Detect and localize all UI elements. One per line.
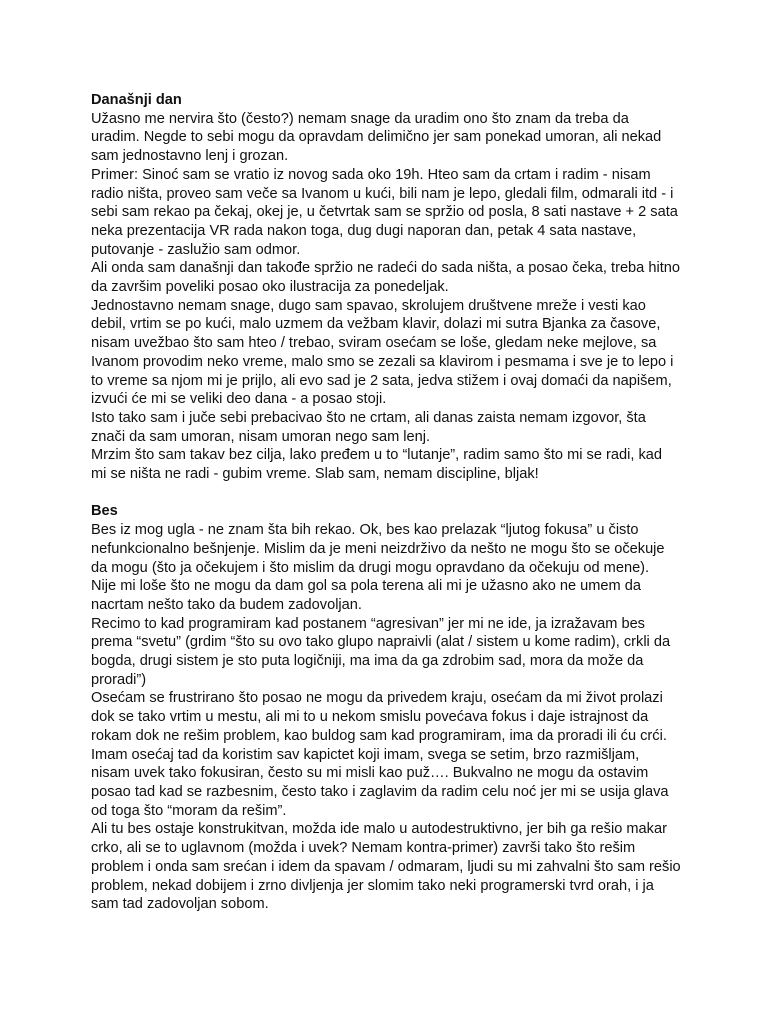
paragraph: Mrzim što sam takav bez cilja, lako pređem u to “lutanje”, radim samo što mi se radi, kad mi se ništa ne radi - gubim vreme. Slab sam, nemam discipline, bljak! (91, 447, 662, 483)
section-heading: Današnji dan (91, 92, 182, 108)
paragraph: Užasno me nervira što (često?) nemam snage da uradim ono što znam da treba da uradim. Negde to sebi mogu da opravdam delimično jer sam ponekad umoran, ali nekad sam jednostavno lenj i grozan. (91, 110, 662, 165)
paragraph: Recimo to kad programiram kad postanem “agresivan” jer mi ne ide, ja izražavam bes prema “svetu” (grdim “što su ovo tako glupo napraivli (alat / sistem u kome radim), crkli da bogda, drugi sistem je sto puta logičniji, ma ima da ga zdrobim sad, mora da može da proradi”) (91, 615, 671, 688)
paragraph: Ali tu bes ostaje konstrukitvan, možda ide malo u autodestruktivno, jer bih ga rešio makar crko, ali se to uglavnom (možda i uvek? Nemam kontra-primer) završi tako što rešim problem i onda sam srećan i idem da spavam / odmaram, ljudi su mi zahvalni što sam rešio problem, nekad dobijem i zrno divljenja jer slomim tako neki programerski tvrd orah, i ja sam tad zadovoljan sobom. (91, 821, 681, 913)
section-heading: Bes (91, 503, 118, 520)
document-body (91, 91, 681, 914)
section-bes (91, 502, 681, 913)
paragraph: Jednostavno nemam snage, dugo sam spavao, skrolujem društvene mreže i vesti kao debil, vrtim se po kući, malo uzmem da vežbam klavir, dolazi mi sutra Bjanka za časove, nisam uvežbao što sam hteo / trebao, sviram osećam se loše, gledam neke mejlove, sa Ivanom provodim neko vreme, malo smo se zezali sa klavirom i pesmama i sve je to lepo i to vreme sa njom mi je prijlo, ali evo sad je 2 sata, jedva stižem i ovaj domaći da napišem, izvući će mi se veliki deo dana - a posao stoji. (91, 297, 674, 408)
paragraph: Nije mi loše što ne mogu da dam gol sa pola terena ali mi je užasno ako ne umem da nacrtam nešto tako da budem zadovoljan. (91, 578, 641, 613)
paragraph: Osećam se frustrirano što posao ne mogu da privedem kraju, osećam da mi život prolazi dok se tako vrtim u mestu, ali mi to u nekom smislu povećava fokus i daje istrajnost da rokam dok ne rešim problem, kao buldog sam kad programiram, ima da proradi ili ću crći. Imam osećaj tad da koristim sav kapictet koji imam, svega se setim, brzo razmišljam, nisam uvek tako fokusiran, često su mi misli kao puž…. Bukvalno ne mogu da ostavim posao tad kad se razbesnim, često tako i zaglavim da radim celu noć jer mi se usija glava od toga što “moram da rešim”. (91, 690, 669, 819)
section-danasnji-dan (91, 91, 681, 484)
paragraph: Isto tako sam i juče sebi prebacivao što ne crtam, ali danas zaista nemam izgovor, šta znači da sam umoran, nisam umoran nego sam lenj. (91, 409, 646, 445)
paragraph: Primer: Sinoć sam se vratio iz novog sada oko 19h. Hteo sam da crtam i radim - nisam radio ništa, proveo sam veče sa Ivanom u kući, bili nam je lepo, gledali film, odmarali itd - i sebi sam rekao pa čekaj, okej je, u četvrtak sam se spržio od posla, 8 sati nastave + 2 sata neka prezentacija VR rada nakon toga, dug dugi naporan dan, petak 4 sata nastave, putovanje - zaslužio sam odmor. (91, 166, 678, 258)
paragraph: Ali onda sam današnji dan takođe spržio ne radeći do sada ništa, a posao čeka, treba hitno da završim poveliki posao oko ilustracija za ponedeljak. (91, 260, 680, 296)
paragraph: Bes iz mog ugla - ne znam šta bih rekao. Ok, bes kao prelazak “ljutog fokusa” u čisto nefunkcionalno bešnjenje. Mislim da je meni neizdrživo da nešto ne mogu što se očekuje da mogu (što ja očekujem i što mislim da drugi mogu opravdano da očekuju od mene). (91, 522, 665, 576)
section-spacer (91, 484, 681, 503)
